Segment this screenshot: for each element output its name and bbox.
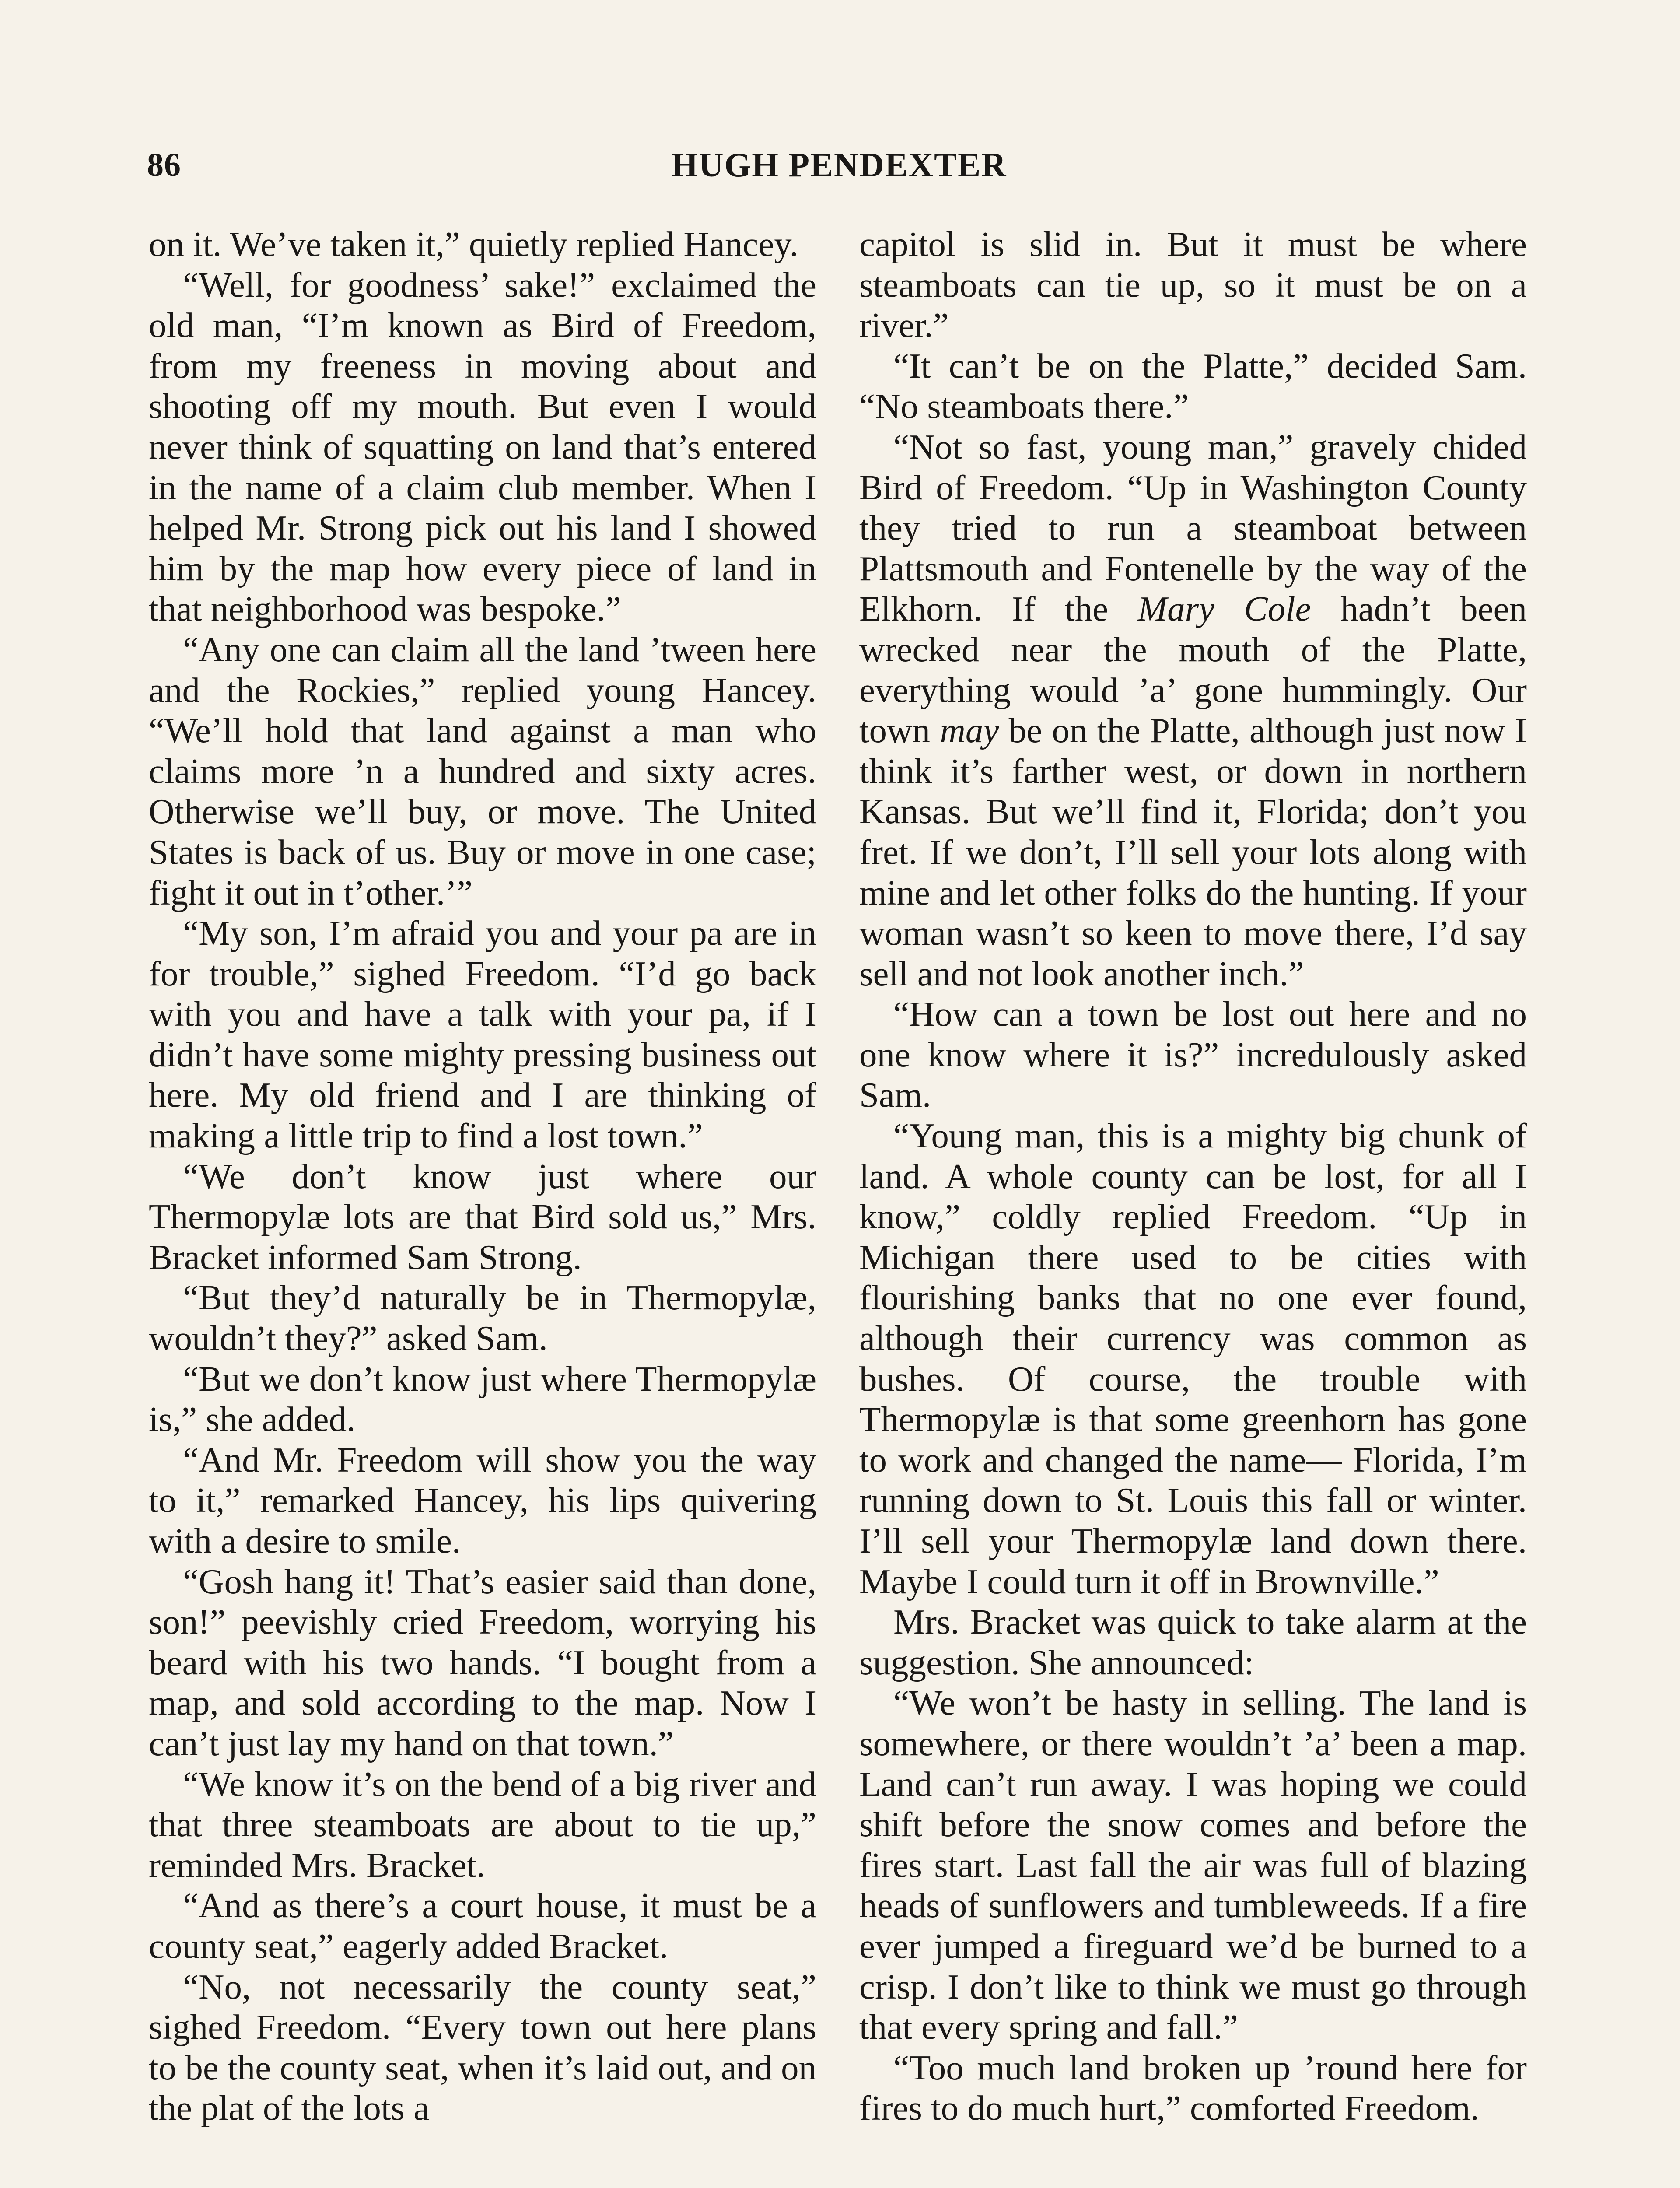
paragraph: “We know it’s on the bend of a big river and that three steamboats are about to tie up,” reminded Mrs. Bracket. bbox=[149, 1764, 816, 1885]
paragraph: “No, not necessarily the county seat,” sighed Freedom. “Every town out here plans to be the county seat, when it’s laid out, and on the plat of the lots a bbox=[149, 1967, 816, 2128]
left-column bbox=[149, 224, 816, 2188]
paragraph: “Any one can claim all the land ’tween here and the Rockies,” replied young Hancey. “We’ll hold that land against a man who claims more ’n a hundred and sixty acres. Otherwise we’ll buy, or move. The United States is back of us. Buy or move in one case; fight it out in t’other.’” bbox=[149, 629, 816, 912]
paragraph: “We don’t know just where our Thermopylæ lots are that Bird sold us,” Mrs. Bracket informed Sam Strong. bbox=[149, 1156, 816, 1277]
page-header bbox=[147, 141, 1531, 189]
text-run: be on the Platte, although just now I think it’s farther west, or down in northern Kansas. But we’ll find it, Florida; don’t you fret. If we don’t, I’ll sell your lots along with mine and let other folks do the hunting. If your woman wasn’t so keen to move there, I’d say sell and not look another inch.” bbox=[859, 711, 1527, 993]
italic-ship-name: Mary Cole bbox=[1138, 589, 1311, 629]
paragraph: “Well, for goodness’ sake!” exclaimed the old man, “I’m known as Bird of Freedom, from my freeness in moving about and shooting off my mouth. But even I would never think of squatting on land that’s entered in the name of a claim club member. When I helped Mr. Strong pick out his land I showed him by the map how every piece of land in that neighborhood was bespoke.” bbox=[149, 265, 816, 629]
italic-emphasis: may bbox=[940, 711, 999, 750]
paragraph: “Too much land broken up ’round here for fires to do much hurt,” comforted Freedom. bbox=[859, 2048, 1527, 2128]
paragraph: “But we don’t know just where Thermopylæ is,” she added. bbox=[149, 1359, 816, 1439]
running-head: HUGH PENDEXTER bbox=[671, 146, 1007, 184]
text-run: hadn’t been wrecked near the mouth of the Platte, everything would ’a’ gone hummingly. Our town bbox=[859, 589, 1527, 750]
paragraph: on it. We’ve taken it,” quietly replied Hancey. bbox=[149, 224, 798, 264]
paragraph: capitol is slid in. But it must be where steamboats can tie up, so it must be on a river.” bbox=[859, 224, 1527, 345]
paragraph: “My son, I’m afraid you and your pa are in for trouble,” sighed Freedom. “I’d go back with you and have a talk with your pa, if I didn’t have some mighty pressing business out here. My old friend and I are thinking of making a little trip to find a lost town.” bbox=[149, 913, 816, 1156]
paragraph: “How can a town be lost out here and no one know where it is?” incredulously asked Sam. bbox=[859, 994, 1527, 1115]
paragraph: “And as there’s a court house, it must be a county seat,” eagerly added Bracket. bbox=[149, 1886, 816, 1966]
text-run: “Not so fast, young man,” gravely chided Bird of Freedom. “Up in Washington County they tried to run a steamboat between Plattsmouth and Fontenelle by the way of the Elkhorn. If the bbox=[859, 427, 1527, 629]
paragraph: “Young man, this is a mighty big chunk of land. A whole county can be lost, for all I know,” coldly replied Freedom. “Up in Michigan there used to be cities with flourishing banks that no one ever found, although their currency was common as bushes. Of course, the trouble with Thermopylæ is that some greenhorn has gone to work and changed the name— Florida, I’m running down to St. Louis this fall or winter. I’ll sell your Thermopylæ land down there. Maybe I could turn it off in Brownville.” bbox=[859, 1116, 1527, 1601]
paragraph: “It can’t be on the Platte,” decided Sam. “No steamboats there.” bbox=[859, 346, 1527, 426]
paragraph: “Gosh hang it! That’s easier said than done, son!” peevishly cried Freedom, worrying his beard with his two hands. “I bought from a map, and sold according to the map. Now I can’t just lay my hand on that town.” bbox=[149, 1561, 816, 1763]
right-column bbox=[859, 224, 1527, 2188]
paragraph bbox=[859, 427, 1527, 994]
page-number: 86 bbox=[147, 147, 181, 183]
paragraph: “And Mr. Freedom will show you the way to it,” remarked Hancey, his lips quivering with a desire to smile. bbox=[149, 1440, 816, 1560]
paragraph: “We won’t be hasty in selling. The land is somewhere, or there wouldn’t ’a’ been a map. Land can’t run away. I was hoping we could shift before the snow comes and before the fires start. Last fall the air was full of blazing heads of sunflowers and tumbleweeds. If a fire ever jumped a fireguard we’d be burned to a crisp. I don’t like to think we must go through that every spring and fall.” bbox=[859, 1683, 1527, 2047]
paragraph: “But they’d naturally be in Thermopylæ, wouldn’t they?” asked Sam. bbox=[149, 1278, 816, 1358]
paragraph: Mrs. Bracket was quick to take alarm at the suggestion. She announced: bbox=[859, 1602, 1527, 1682]
